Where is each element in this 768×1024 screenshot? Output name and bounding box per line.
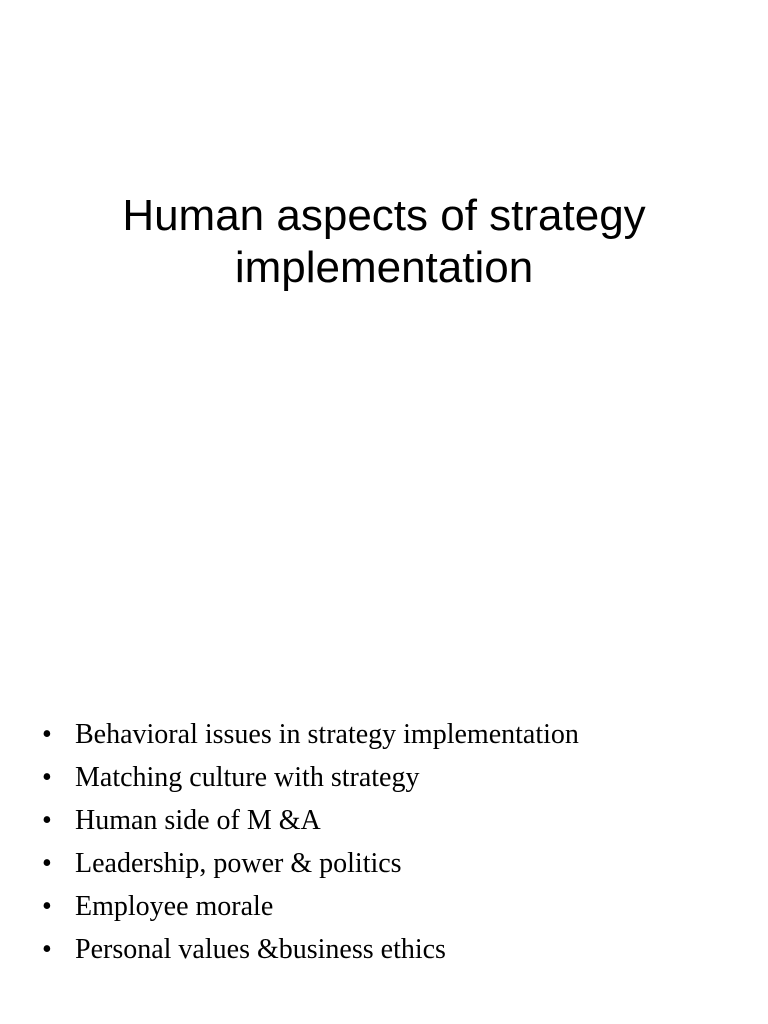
bullet-list xyxy=(42,713,579,971)
list-item xyxy=(42,756,579,799)
list-item-text: Leadership, power & politics xyxy=(75,848,402,879)
list-item xyxy=(42,885,579,928)
bullet-icon: • xyxy=(42,848,52,879)
slide-title xyxy=(40,190,728,294)
list-item xyxy=(42,842,579,885)
bullet-icon: • xyxy=(42,805,52,836)
list-item xyxy=(42,713,579,756)
list-item xyxy=(42,928,579,971)
bullet-icon: • xyxy=(42,934,52,965)
slide-title-line-2: implementation xyxy=(234,243,534,292)
bullet-icon: • xyxy=(42,891,52,922)
list-item-text: Behavioral issues in strategy implementation xyxy=(75,719,579,750)
slide-title-line-1: Human aspects of strategy xyxy=(122,191,646,240)
list-item-text: Human side of M &A xyxy=(75,805,321,836)
bullet-icon: • xyxy=(42,762,52,793)
list-item xyxy=(42,799,579,842)
bullet-icon: • xyxy=(42,719,52,750)
list-item-text: Personal values &business ethics xyxy=(75,934,446,965)
list-item-text: Matching culture with strategy xyxy=(75,762,420,793)
list-item-text: Employee morale xyxy=(75,891,274,922)
